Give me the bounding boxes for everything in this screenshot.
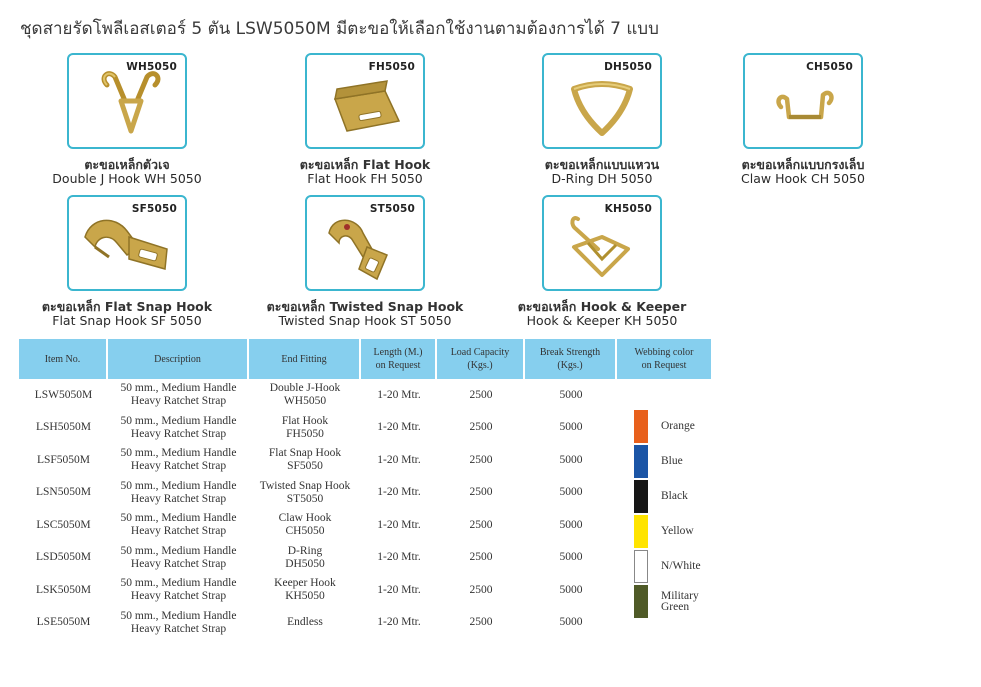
description-cell: 50 mm., Medium Handle Heavy Ratchet Strap xyxy=(120,512,237,538)
hook-name-thai: ตะขอเหล็ก Hook & Keeper xyxy=(517,299,687,314)
load-capacity-cell: 2500 xyxy=(469,616,493,629)
item-no-cell: LSF5050M xyxy=(36,453,91,466)
end-fitting-cell: Endless xyxy=(287,616,323,629)
hook-code: DH5050 xyxy=(604,61,652,73)
hook-name-thai: ตะขอเหล็ก Twisted Snap Hook xyxy=(266,299,464,314)
col-header-length: Length (M.) on Request xyxy=(361,339,437,379)
length-cell: 1-20 Mtr. xyxy=(377,583,421,596)
hook-and-keeper-icon xyxy=(544,197,660,289)
hook-name-thai: ตะขอเหล็ก Flat Snap Hook xyxy=(41,299,213,314)
end-fitting-cell: Flat Hook FH5050 xyxy=(281,414,329,440)
item-no-cell: LSK5050M xyxy=(36,583,91,596)
end-fitting-cell: Twisted Snap Hook ST5050 xyxy=(259,479,351,505)
col-header-end-fitting: End Fitting xyxy=(249,339,361,379)
break-strength-cell: 5000 xyxy=(559,583,583,596)
hook-name-thai: ตะขอเหล็กแบบกรงเล็บ xyxy=(741,157,865,172)
length-cell: 1-20 Mtr. xyxy=(377,518,421,531)
twisted-snap-hook-icon xyxy=(307,197,423,289)
end-fitting-cell: Flat Snap Hook SF5050 xyxy=(268,447,342,473)
load-capacity-cell: 2500 xyxy=(469,421,493,434)
item-no-cell: LSN5050M xyxy=(36,486,91,499)
color-swatch-orange xyxy=(634,410,648,443)
hook-thumbnail[interactable] xyxy=(542,53,662,149)
break-strength-cell: 5000 xyxy=(559,518,583,531)
length-cell: 1-20 Mtr. xyxy=(377,551,421,564)
color-label: Military Green xyxy=(661,590,699,613)
length-cell: 1-20 Mtr. xyxy=(377,388,421,401)
length-cell: 1-20 Mtr. xyxy=(377,453,421,466)
hook-name-english: Hook & Keeper KH 5050 xyxy=(526,312,678,328)
col-header-load-capacity: Load Capacity (Kgs.) xyxy=(437,339,525,379)
break-strength-cell: 5000 xyxy=(559,453,583,466)
hook-caption xyxy=(482,300,722,327)
hook-caption xyxy=(7,158,247,185)
description-cell: 50 mm., Medium Handle Heavy Ratchet Strap xyxy=(120,382,237,408)
color-swatch-white xyxy=(634,550,648,583)
description-cell: 50 mm., Medium Handle Heavy Ratchet Strap xyxy=(120,609,237,635)
end-fitting-cell: D-Ring DH5050 xyxy=(285,544,325,570)
hook-code: WH5050 xyxy=(126,61,177,73)
hook-thumbnail[interactable] xyxy=(305,195,425,291)
hook-name-english: Flat Snap Hook SF 5050 xyxy=(52,312,202,328)
hook-name-english: Double J Hook WH 5050 xyxy=(52,170,202,186)
hook-caption xyxy=(245,158,485,185)
col-header-description: Description xyxy=(108,339,249,379)
load-capacity-cell: 2500 xyxy=(469,518,493,531)
end-fitting-cell: Double J-Hook WH5050 xyxy=(269,382,341,408)
color-swatch-yellow xyxy=(634,515,648,548)
color-label: Black xyxy=(661,490,688,502)
description-cell: 50 mm., Medium Handle Heavy Ratchet Strap xyxy=(120,414,237,440)
break-strength-cell: 5000 xyxy=(559,551,583,564)
hook-code: FH5050 xyxy=(368,61,415,73)
col-header-webbing-color: Webbing color on Request xyxy=(617,339,713,379)
claw-hook-icon xyxy=(745,55,861,147)
color-swatch-black xyxy=(634,480,648,513)
item-no-cell: LSC5050M xyxy=(36,518,91,531)
load-capacity-cell: 2500 xyxy=(469,551,493,564)
table-row xyxy=(19,574,713,607)
break-strength-cell: 5000 xyxy=(559,421,583,434)
hook-name-thai: ตะขอเหล็กแบบแหวน xyxy=(544,157,660,172)
hook-caption xyxy=(7,300,247,327)
length-cell: 1-20 Mtr. xyxy=(377,616,421,629)
hook-thumbnail[interactable] xyxy=(743,53,863,149)
item-no-cell: LSH5050M xyxy=(36,421,91,434)
hook-name-english: Twisted Snap Hook ST 5050 xyxy=(278,312,452,328)
item-no-cell: LSW5050M xyxy=(34,388,93,401)
item-no-cell: LSD5050M xyxy=(36,551,91,564)
end-fitting-cell: Claw Hook CH5050 xyxy=(278,512,332,538)
flat-snap-hook-icon xyxy=(69,197,185,289)
hook-name-thai: ตะขอเหล็กตัวเจ xyxy=(84,157,170,172)
hook-code: ST5050 xyxy=(369,203,415,215)
d-ring-icon xyxy=(544,55,660,147)
col-header-item-no: Item No. xyxy=(19,339,108,379)
double-j-hook-icon xyxy=(69,55,185,147)
hook-thumbnail[interactable] xyxy=(305,53,425,149)
table-row xyxy=(19,379,713,412)
hook-thumbnail[interactable] xyxy=(542,195,662,291)
break-strength-cell: 5000 xyxy=(559,616,583,629)
description-cell: 50 mm., Medium Handle Heavy Ratchet Strap xyxy=(120,479,237,505)
end-fitting-cell: Keeper Hook KH5050 xyxy=(274,577,336,603)
load-capacity-cell: 2500 xyxy=(469,388,493,401)
hook-caption xyxy=(683,158,923,185)
table-row xyxy=(19,412,713,445)
color-label: Yellow xyxy=(661,525,694,537)
page-title: ชุดสายรัดโพลีเอสเตอร์ 5 ตัน LSW5050M มีตะขอให้เลือกใช้งานตามต้องการได้ 7 แบบ xyxy=(20,19,659,39)
hook-name-english: D-Ring DH 5050 xyxy=(551,170,653,186)
flat-hook-icon xyxy=(307,55,423,147)
load-capacity-cell: 2500 xyxy=(469,583,493,596)
item-no-cell: LSE5050M xyxy=(36,616,91,629)
length-cell: 1-20 Mtr. xyxy=(377,486,421,499)
col-header-break-strength: Break Strength (Kgs.) xyxy=(525,339,617,379)
description-cell: 50 mm., Medium Handle Heavy Ratchet Strap xyxy=(120,544,237,570)
hook-caption xyxy=(245,300,485,327)
break-strength-cell: 5000 xyxy=(559,388,583,401)
table-row xyxy=(19,542,713,575)
color-label: Orange xyxy=(661,420,695,432)
hook-code: CH5050 xyxy=(806,61,853,73)
break-strength-cell: 5000 xyxy=(559,486,583,499)
table-row xyxy=(19,444,713,477)
hook-code: SF5050 xyxy=(131,203,177,215)
table-row xyxy=(19,607,713,640)
description-cell: 50 mm., Medium Handle Heavy Ratchet Strap xyxy=(120,447,237,473)
color-swatch-military-green xyxy=(634,585,648,618)
color-label: Blue xyxy=(661,455,683,467)
hook-name-english: Claw Hook CH 5050 xyxy=(741,170,865,186)
hook-thumbnail[interactable] xyxy=(67,195,187,291)
color-label: N/White xyxy=(661,560,701,572)
table-row xyxy=(19,509,713,542)
spec-table xyxy=(19,339,713,639)
length-cell: 1-20 Mtr. xyxy=(377,421,421,434)
color-swatch-blue xyxy=(634,445,648,478)
table-header-row xyxy=(19,339,713,379)
hook-name-english: Flat Hook FH 5050 xyxy=(307,170,423,186)
hook-name-thai: ตะขอเหล็ก Flat Hook xyxy=(299,157,431,172)
table-row xyxy=(19,477,713,510)
hook-thumbnail[interactable] xyxy=(67,53,187,149)
load-capacity-cell: 2500 xyxy=(469,453,493,466)
load-capacity-cell: 2500 xyxy=(469,486,493,499)
description-cell: 50 mm., Medium Handle Heavy Ratchet Strap xyxy=(120,577,237,603)
hook-code: KH5050 xyxy=(604,203,652,215)
